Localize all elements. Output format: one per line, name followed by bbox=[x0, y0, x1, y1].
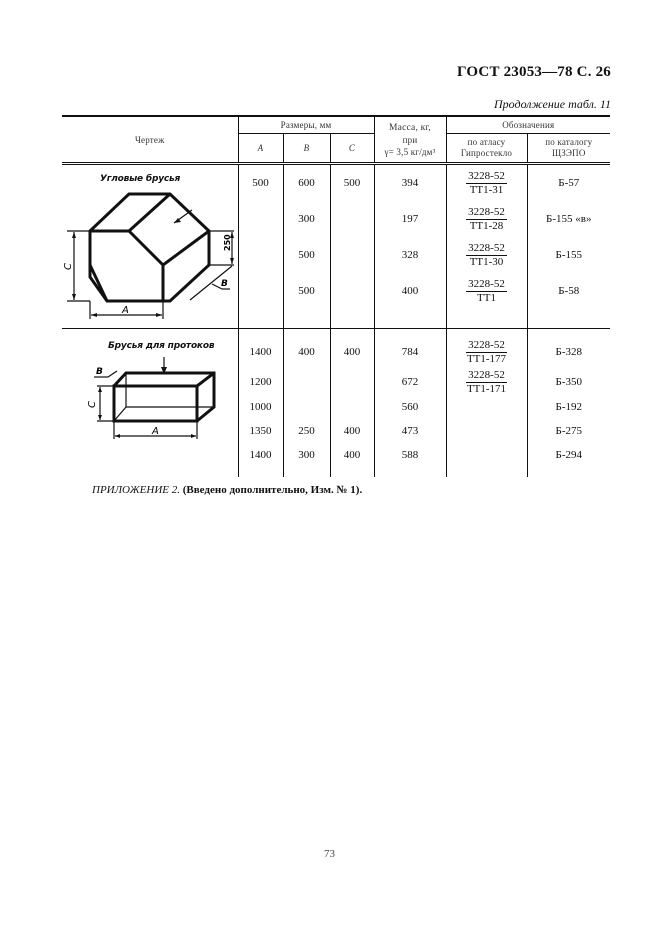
col-catalog bbox=[527, 164, 610, 329]
label-b: B bbox=[96, 367, 103, 377]
cell-mass: 394 bbox=[401, 177, 419, 189]
atlas-fraction: $\frac{3228-52}{ТТ1}$ bbox=[468, 277, 505, 304]
cell-c: 400 bbox=[343, 346, 361, 358]
cell-catalog: Б-155 «в» bbox=[546, 213, 592, 225]
header-catalog bbox=[527, 134, 610, 164]
label-c: C bbox=[87, 401, 98, 408]
col-atlas bbox=[446, 329, 527, 478]
flow-bar-drawing-icon bbox=[62, 329, 238, 477]
cell-catalog: Б-275 bbox=[555, 425, 583, 437]
spec-table bbox=[62, 115, 610, 477]
col-catalog bbox=[527, 329, 610, 478]
drawing-title: Угловые брусья bbox=[100, 174, 181, 184]
cell-a: 1400 bbox=[249, 346, 272, 358]
col-c bbox=[330, 329, 374, 478]
cell-c: 500 bbox=[343, 177, 361, 189]
cell-c: 400 bbox=[343, 425, 361, 437]
atlas-fraction: $\frac{3228-52}{ТТ1-30}$ bbox=[468, 241, 505, 268]
atlas-fraction: $\frac{3228-52}{ТТ1-171}$ bbox=[466, 368, 507, 395]
table-group-corner-bars bbox=[62, 164, 610, 329]
cell-catalog: Б-58 bbox=[558, 285, 580, 297]
cell-c bbox=[331, 273, 374, 309]
col-b bbox=[283, 329, 330, 478]
header-mass-line3: γ= 3,5 кг/дм³ bbox=[384, 146, 436, 157]
cell-b: 300 bbox=[298, 449, 315, 461]
col-a bbox=[238, 329, 283, 478]
col-mass bbox=[374, 164, 446, 329]
cell-a: 1400 bbox=[249, 449, 272, 461]
cell-b: 300 bbox=[298, 213, 315, 225]
atlas-fraction: $\frac{3228-52}{ТТ1-28}$ bbox=[468, 205, 505, 232]
cell-mass: 672 bbox=[401, 376, 419, 388]
document-header-title: ГОСТ 23053—78 С. 26 bbox=[457, 64, 611, 80]
header-dim-b: B bbox=[283, 134, 330, 164]
cell-catalog: Б-328 bbox=[555, 346, 583, 358]
cell-catalog: Б-350 bbox=[555, 376, 583, 388]
atlas-fraction: $\frac{3228-52}{ТТ1-31}$ bbox=[468, 169, 505, 196]
cell-a bbox=[239, 273, 283, 309]
cell-catalog: Б-192 bbox=[555, 401, 583, 413]
header-mass-line2: при bbox=[402, 134, 418, 145]
col-a bbox=[238, 164, 283, 329]
cell-b: 600 bbox=[298, 177, 315, 189]
header-catalog-line2: ЩЗЭПО bbox=[552, 148, 586, 158]
cell-b bbox=[284, 395, 330, 419]
label-a: A bbox=[122, 305, 129, 316]
cell-mass: 197 bbox=[401, 213, 419, 225]
cell-catalog: Б-57 bbox=[558, 177, 580, 189]
col-atlas bbox=[446, 164, 527, 329]
header-drawing: Чертеж bbox=[62, 116, 238, 164]
header-atlas-line1: по атласу bbox=[467, 137, 506, 147]
cell-a: 1200 bbox=[249, 376, 272, 388]
header-mass bbox=[374, 116, 446, 164]
cell-a bbox=[239, 237, 283, 273]
cell-b bbox=[284, 369, 330, 395]
cell-a bbox=[239, 201, 283, 237]
label-a: A bbox=[152, 426, 159, 437]
page-number: 73 bbox=[324, 848, 335, 860]
appendix-amendment: (Введено дополнительно, Изм. № 1). bbox=[182, 484, 363, 496]
corner-bar-drawing-icon bbox=[62, 165, 238, 328]
cell-c bbox=[331, 237, 374, 273]
header-dim-a: A bbox=[238, 134, 283, 164]
atlas-fraction: $\frac{3228-52}{ТТ1-177}$ bbox=[466, 338, 507, 365]
cell-c bbox=[331, 395, 374, 419]
header-mass-line1: Масса, кг, bbox=[389, 122, 432, 133]
header-designations: Обозначения bbox=[446, 116, 610, 134]
cell-mass: 328 bbox=[401, 249, 419, 261]
cell-a: 1350 bbox=[249, 425, 272, 437]
cell-mass: 400 bbox=[401, 285, 419, 297]
header-dim-c: C bbox=[330, 134, 374, 164]
drawing-flow-bars bbox=[62, 329, 238, 478]
appendix-label: ПРИЛОЖЕНИЕ 2. bbox=[92, 484, 180, 496]
cell-mass: 784 bbox=[401, 346, 419, 358]
cell-c: 400 bbox=[343, 449, 361, 461]
cell-catalog: Б-155 bbox=[555, 249, 583, 261]
cell-mass: 588 bbox=[401, 449, 419, 461]
cell-a: 1000 bbox=[249, 401, 272, 413]
cell-b: 400 bbox=[298, 346, 315, 358]
appendix-note bbox=[92, 484, 362, 496]
header-catalog-line1: по каталогу bbox=[545, 137, 593, 147]
cell-mass: 560 bbox=[401, 401, 419, 413]
table-group-flow-bars bbox=[62, 329, 610, 478]
col-b bbox=[283, 164, 330, 329]
cell-mass: 473 bbox=[401, 425, 419, 437]
header-atlas bbox=[446, 134, 527, 164]
label-250: 250 bbox=[223, 234, 232, 251]
label-c: C bbox=[63, 263, 74, 270]
header-atlas-line2: Гипростекло bbox=[460, 148, 513, 158]
col-c bbox=[330, 164, 374, 329]
cell-c bbox=[331, 369, 374, 395]
label-b: B bbox=[221, 279, 228, 289]
cell-a: 500 bbox=[252, 177, 269, 189]
header-dimensions: Размеры, мм bbox=[238, 116, 374, 134]
drawing-corner-bars bbox=[62, 164, 238, 329]
drawing-title: Брусья для протоков bbox=[108, 341, 215, 351]
cell-b: 500 bbox=[298, 285, 315, 297]
cell-b: 500 bbox=[298, 249, 315, 261]
cell-catalog: Б-294 bbox=[555, 449, 583, 461]
col-mass bbox=[374, 329, 446, 478]
table-continuation-label: Продолжение табл. 11 bbox=[493, 97, 611, 111]
cell-b: 250 bbox=[298, 425, 315, 437]
cell-c bbox=[331, 201, 374, 237]
